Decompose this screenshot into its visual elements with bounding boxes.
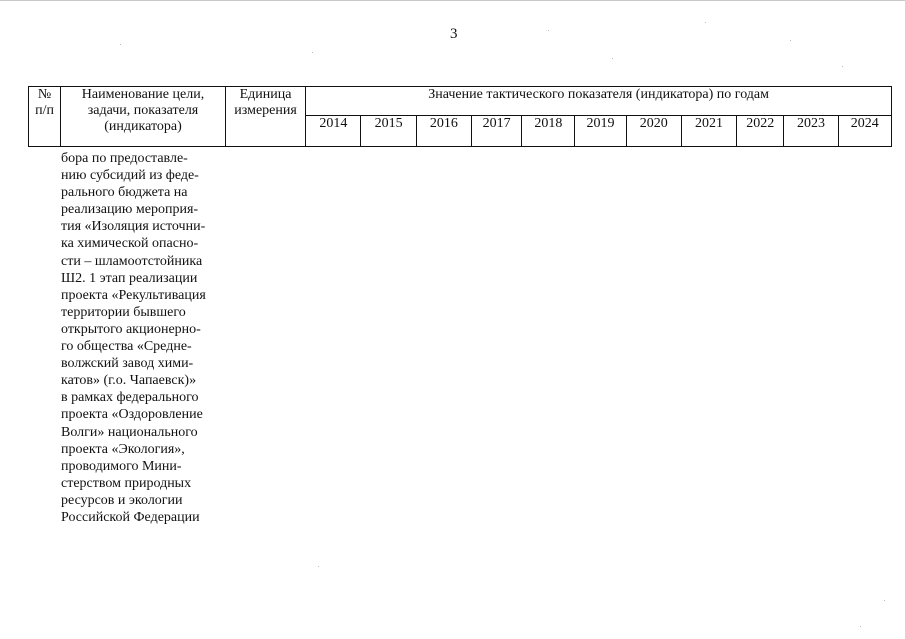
header-year-2020: 2020 (626, 116, 681, 147)
header-indicator-name (61, 87, 226, 147)
page-top-edge (0, 0, 905, 1)
header-year-2015: 2015 (361, 116, 416, 147)
page-number: 3 (450, 26, 458, 42)
header-year-2014: 2014 (306, 116, 361, 147)
header-values-by-year (306, 87, 892, 116)
header-year-2019: 2019 (575, 116, 626, 147)
header-indicator-name-label: Наименование цели, задачи, показателя (индикатора) (81, 87, 205, 134)
header-year-2018: 2018 (522, 116, 575, 147)
header-year-2023: 2023 (784, 116, 838, 147)
header-year-2017: 2017 (471, 116, 521, 147)
header-row-number-label: № п/п (35, 87, 54, 118)
indicators-table (28, 86, 892, 147)
header-row-number (29, 87, 61, 147)
header-year-2022: 2022 (737, 116, 784, 147)
indicator-description-text: бора по предоставле- нию субсидий из феде- рального бюджета на реализацию мероприя- тия «Изоляция источни- ка химической опасно- сти – шламоотстойника Ш2. 1 этап реализации проекта «Рекультивация территории бывшего открытого акционерно- го общества «Средне- волжский завод хими- катов» (г.о. Чапаевск)» в рамках федерального проекта «Оздоровление Волги» национального проекта «Экология», проводимого Мини- стерством природных ресурсов и экологии Российской Федерации (61, 151, 206, 525)
header-year-2024: 2024 (838, 116, 891, 147)
header-unit-label: Единица измерения (234, 87, 297, 118)
header-values-by-year-label: Значение тактического показателя (индикатора) по годам (428, 87, 769, 102)
header-unit (225, 87, 305, 147)
header-year-2016: 2016 (416, 116, 471, 147)
header-year-2021: 2021 (681, 116, 736, 147)
